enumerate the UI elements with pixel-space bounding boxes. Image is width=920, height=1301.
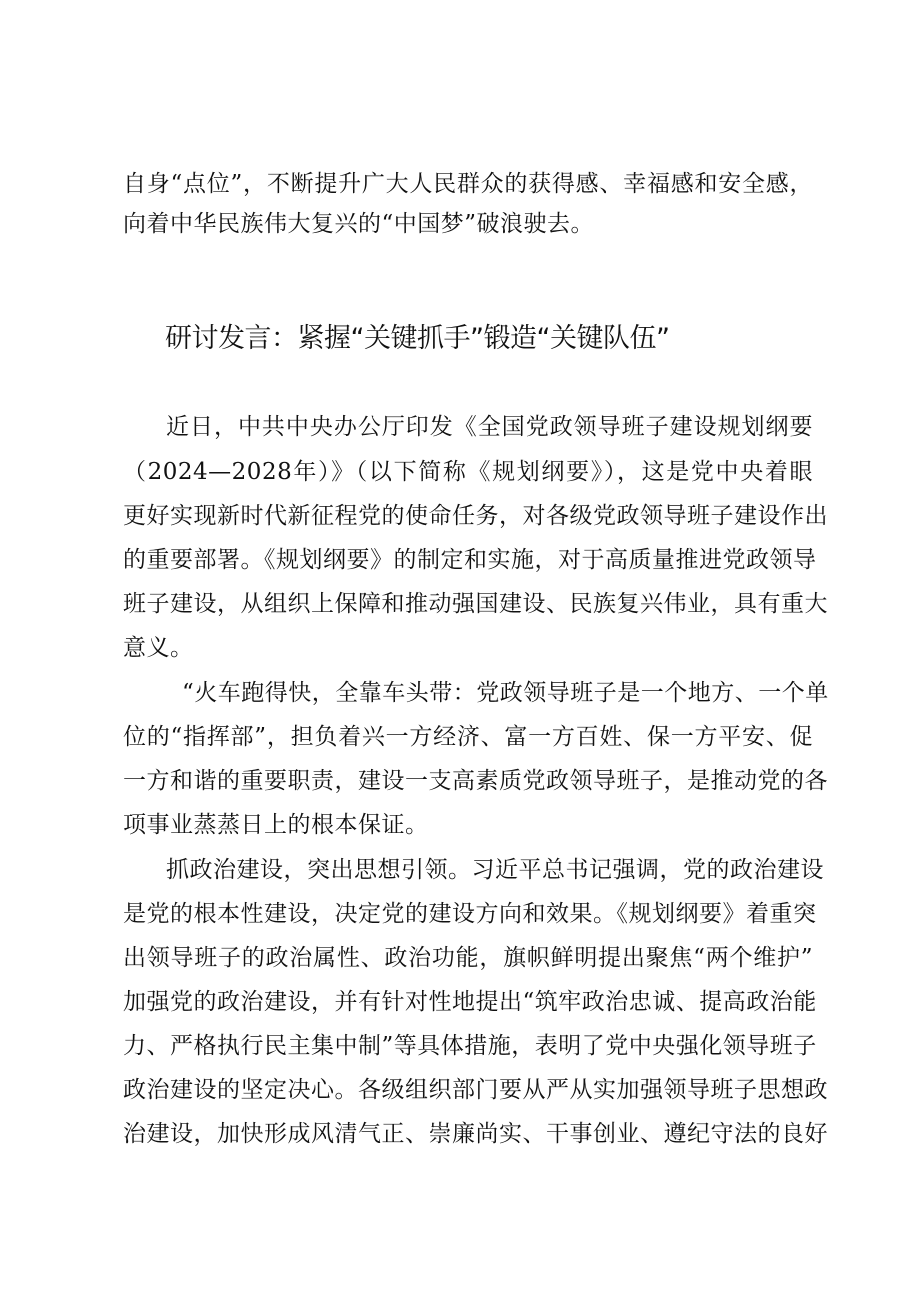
paragraph-2-line-3: 一方和谐的重要职责，建设一支高素质党政领导班子，是推动党的各 [123, 768, 828, 794]
paragraph-1-line-6: 意义。 [123, 635, 194, 661]
paragraph-1-line-5: 班子建设，从组织上保障和推动强国建设、民族复兴伟业，具有重大 [123, 591, 828, 617]
paragraph-1-line-3: 更好实现新时代新征程党的使命任务，对各级党政领导班子建设作出 [123, 503, 828, 529]
paragraph-3-line-5: 力、严格执行民主集中制”等具体措施，表明了党中央强化领导班子 [123, 1033, 817, 1059]
document-title: 研讨发言：紧握“关键抓手”锻造“关键队伍” [165, 323, 670, 354]
paragraph-2-line-1: “火车跑得快，全靠车头带：党政领导班子是一个地方、一个单 [182, 680, 829, 706]
paragraph-2-line-4: 项事业蒸蒸日上的根本保证。 [123, 812, 429, 838]
paragraph-3-line-6: 政治建设的坚定决心。各级组织部门要从严从实加强领导班子思想政 [123, 1077, 828, 1103]
intro-line-2: 向着中华民族伟大复兴的“中国梦”破浪驶去。 [123, 211, 595, 237]
paragraph-3-line-4: 加强党的政治建设，并有针对性地提出“筑牢政治忠诚、提高政治能 [123, 989, 817, 1015]
paragraph-3-line-7: 治建设，加快形成风清气正、崇廉尚实、干事创业、遵纪守法的良好 [123, 1121, 828, 1147]
intro-line-1: 自身“点位”，不断提升广大人民群众的获得感、幸福感和安全感， [123, 171, 813, 197]
paragraph-3-line-1: 抓政治建设，突出思想引领。习近平总书记强调，党的政治建设 [166, 857, 824, 883]
paragraph-1-line-2: （2024—2028年）》（以下简称《规划纲要》），这是党中央着眼 [123, 459, 813, 485]
paragraph-3-line-2: 是党的根本性建设，决定党的建设方向和效果。《规划纲要》着重突 [123, 901, 817, 927]
paragraph-3-line-3: 出领导班子的政治属性、政治功能，旗帜鲜明提出聚焦“两个维护” [123, 945, 813, 971]
paragraph-1-line-4: 的重要部署。《规划纲要》的制定和实施，对于高质量推进党政领导 [123, 547, 817, 573]
paragraph-1-line-1: 近日，中共中央办公厅印发《全国党政领导班子建设规划纲要 [166, 414, 813, 440]
paragraph-2-line-2: 位的“指挥部”，担负着兴一方经济、富一方百姓、保一方平安、促 [123, 724, 813, 750]
